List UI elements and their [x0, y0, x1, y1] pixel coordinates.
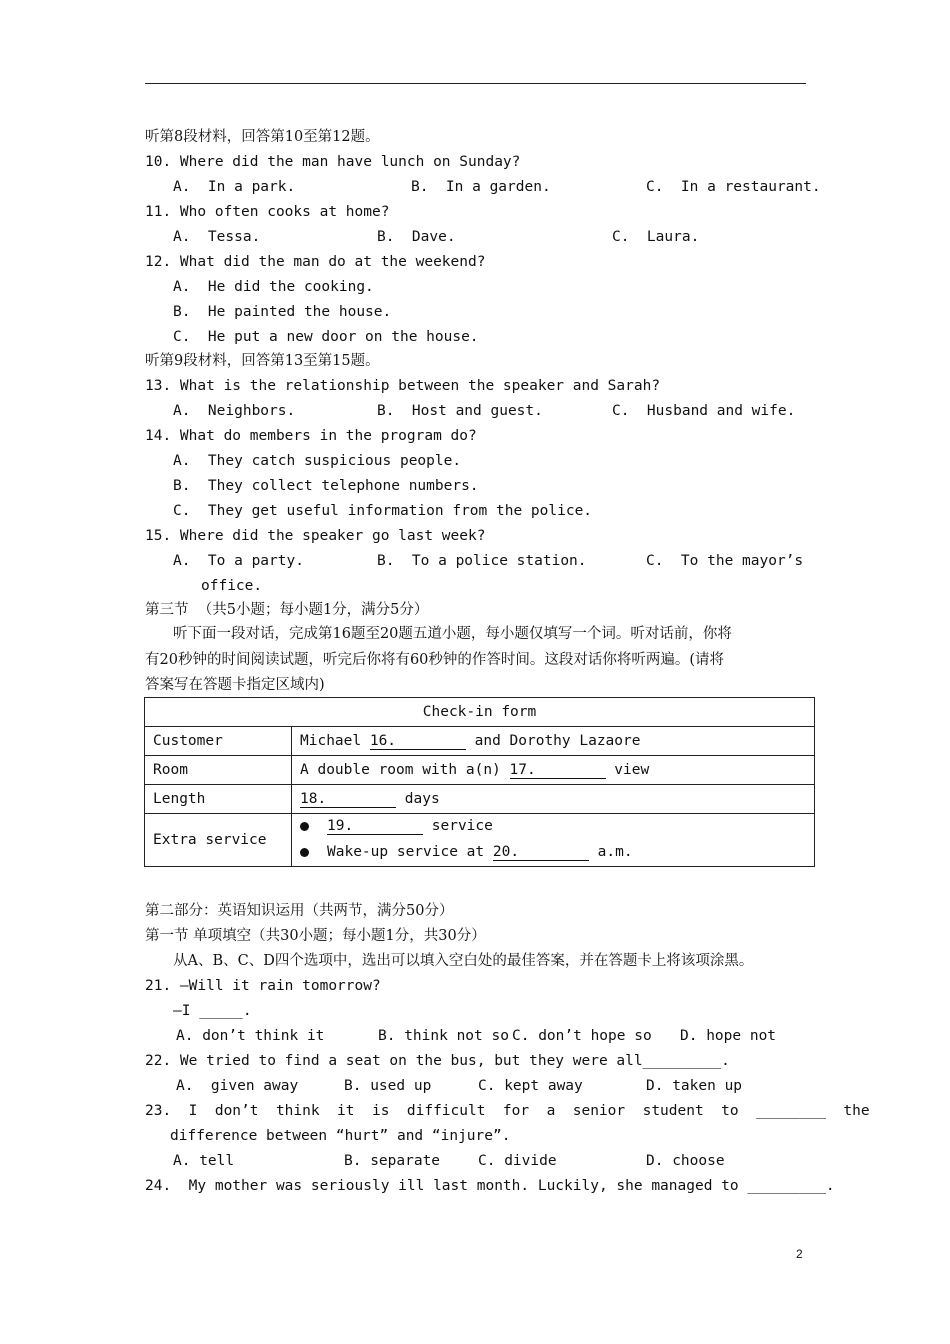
q14-option-b: B. They collect telephone numbers.: [173, 478, 479, 494]
form-value-customer: [292, 727, 815, 756]
q13-option-a: A. Neighbors.: [173, 403, 296, 419]
q23-stem: 23. I don’t think it is difficult for a senior student to ________ the: [145, 1103, 870, 1119]
q10-option-c: C. In a restaurant.: [646, 179, 821, 195]
q11-option-a: A. Tessa.: [173, 229, 261, 245]
form-title: Check-in form: [145, 698, 815, 727]
q21-option-b: B. think not so: [378, 1028, 509, 1044]
q10-stem: 10. Where did the man have lunch on Sunday?: [145, 154, 521, 170]
part3-header: 第三节 （共5小题；每小题1分，满分5分）: [145, 602, 429, 618]
q22-option-a: A. given away: [176, 1078, 299, 1094]
q14-stem: 14. What do members in the program do?: [145, 428, 477, 444]
blank-20: 20.: [492, 844, 589, 860]
q21-option-a: A. don’t think it: [176, 1028, 325, 1044]
bullet-icon: [300, 848, 309, 857]
q22-option-b: B. used up: [344, 1078, 432, 1094]
section1-instruction: 从A、B、C、D四个选项中，选出可以填入空白处的最佳答案，并在答题卡上将该项涂黑。: [173, 953, 754, 969]
form-value-length: [292, 785, 815, 814]
q11-option-c: C. Laura.: [612, 229, 700, 245]
section1-header: 第一节 单项填空（共30小题；每小题1分，共30分）: [145, 928, 486, 944]
page-number: 2: [796, 1247, 803, 1261]
q15-option-c-cont: office.: [201, 578, 263, 594]
section8-header: 听第8段材料，回答第10至第12题。: [145, 129, 380, 145]
q14-option-c: C. They get useful information from the police.: [173, 503, 593, 519]
form-label-length: Length: [145, 785, 292, 814]
q22-option-d: D. taken up: [646, 1078, 743, 1094]
form-value-extra-service: [292, 814, 815, 867]
q13-stem: 13. What is the relationship between the speaker and Sarah?: [145, 378, 661, 394]
q14-option-a: A. They catch suspicious people.: [173, 453, 462, 469]
part2-header: 第二部分：英语知识运用（共两节，满分50分）: [145, 903, 454, 919]
length-suffix: days: [396, 790, 440, 807]
q11-option-b: B. Dave.: [377, 229, 456, 245]
q15-stem: 15. Where did the speaker go last week?: [145, 528, 486, 544]
q21-line2: —I _____.: [173, 1003, 252, 1019]
room-suffix: view: [605, 761, 650, 778]
customer-suffix: and Dorothy Lazaore: [465, 732, 641, 749]
form-label-extra-service: Extra service: [145, 814, 292, 867]
customer-prefix: Michael: [300, 732, 370, 749]
blank-16: 16.: [369, 732, 466, 749]
blank-18: 18.: [300, 790, 397, 807]
q23-line2: difference between “hurt” and “injure”.: [170, 1128, 511, 1144]
q10-option-a: A. In a park.: [173, 179, 296, 195]
q13-option-c: C. Husband and wife.: [612, 403, 796, 419]
q15-option-b: B. To a police station.: [377, 553, 587, 569]
check-in-form: [144, 697, 815, 867]
q13-option-b: B. Host and guest.: [377, 403, 543, 419]
q12-option-a: A. He did the cooking.: [173, 279, 374, 295]
q22-stem: 22. We tried to find a seat on the bus, but they were all_________.: [145, 1053, 730, 1069]
q11-stem: 11. Who often cooks at home?: [145, 204, 390, 220]
q12-option-c: C. He put a new door on the house.: [173, 329, 479, 345]
q23-option-c: C. divide: [478, 1153, 557, 1169]
q10-option-b: B. In a garden.: [411, 179, 551, 195]
q15-option-a: A. To a party.: [173, 553, 304, 569]
blank-19: 19.: [327, 818, 424, 834]
part3-instruction-2: 有20秒钟的时间阅读试题，听完后你将有60秒钟的作答时间。这段对话你将听两遍。(请将: [145, 652, 725, 668]
room-prefix: A double room with a(n): [300, 761, 510, 778]
q21-option-d: D. hope not: [680, 1028, 777, 1044]
part3-instruction-1: 听下面一段对话，完成第16题至20题五道小题，每小题仅填写一个词。听对话前，你将: [173, 626, 732, 642]
q21-option-c: C. don’t hope so: [512, 1028, 652, 1044]
q12-stem: 12. What did the man do at the weekend?: [145, 254, 486, 270]
q12-option-b: B. He painted the house.: [173, 304, 392, 320]
q23-option-d: D. choose: [646, 1153, 725, 1169]
header-rule: [145, 83, 806, 84]
blank-17: 17.: [509, 761, 606, 778]
form-label-customer: Customer: [145, 727, 292, 756]
part3-instruction-3: 答案写在答题卡指定区域内): [145, 677, 325, 693]
extra2-prefix: Wake-up service at: [327, 844, 493, 860]
extra1-suffix: service: [423, 818, 493, 834]
extra2-suffix: a.m.: [588, 844, 633, 860]
form-label-room: Room: [145, 756, 292, 785]
q22-option-c: C. kept away: [478, 1078, 583, 1094]
form-value-room: [292, 756, 815, 785]
bullet-icon: [300, 822, 309, 831]
q23-option-a: A. tell: [173, 1153, 235, 1169]
q15-option-c: C. To the mayor’s: [646, 553, 804, 569]
q21-stem: 21. —Will it rain tomorrow?: [145, 978, 381, 994]
q24-stem: 24. My mother was seriously ill last month. Luckily, she managed to _________.: [145, 1178, 835, 1194]
section9-header: 听第9段材料，回答第13至第15题。: [145, 353, 380, 369]
q23-option-b: B. separate: [344, 1153, 441, 1169]
